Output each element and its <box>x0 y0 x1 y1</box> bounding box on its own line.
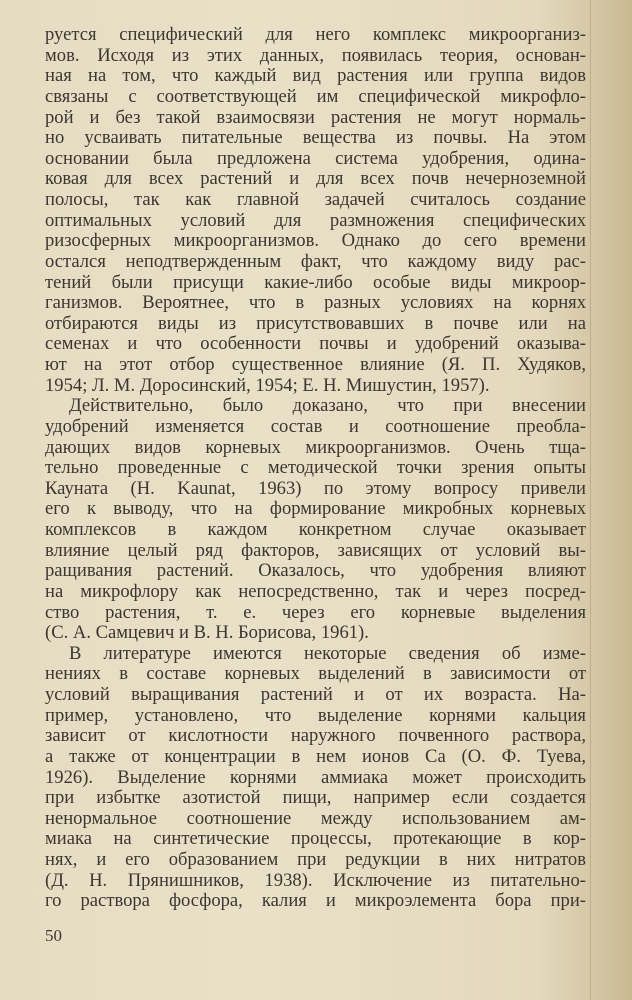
page-body-text <box>45 25 586 912</box>
text-line: мов. Исходя из этих данных, появилась теория, основан- <box>45 44 586 66</box>
text-line: на микрофлору как непосредственно, так и через посред- <box>45 580 586 602</box>
text-line: основании была предложена система удобрения, одина- <box>45 147 586 169</box>
text-line: оптимальных условий для размножения специфических <box>45 209 586 231</box>
text-line: нениях в составе корневых выделений в зависимости от <box>45 663 586 685</box>
text-line: нях, и его образованием при редукции в них нитратов <box>45 849 586 870</box>
text-line: ганизмов. Вероятнее, что в разных условиях на корнях <box>45 292 586 314</box>
text-line: руется специфический для него комплекс микроорганиз- <box>45 24 586 45</box>
page-number: 50 <box>45 926 62 945</box>
text-line: условий выращивания растений и от их возраста. На- <box>45 684 586 705</box>
text-line: рой и без такой взаимосвязи растения не могут нормаль- <box>45 106 586 128</box>
text-line: удобрений изменяется состав и соотношение преобла- <box>45 415 586 437</box>
text-line: миака на синтетические процессы, протекающие в кор- <box>45 828 586 850</box>
text-line: влияние целый ряд факторов, зависящих от условий вы- <box>45 539 586 561</box>
text-line: 1954; Л. М. Доросинский, 1954; Е. Н. Мишустин, 1957). <box>45 374 490 396</box>
text-line: при избытке азотистой пищи, например если создается <box>45 787 586 809</box>
text-line: полосы, так как главной задачей считалось создание <box>45 189 586 210</box>
text-line: (Д. Н. Прянишников, 1938). Исключение из питательно- <box>45 869 586 891</box>
text-line: зависит от кислотности наружного почвенного раствора, <box>45 725 586 747</box>
text-line: Кауната (H. Kaunat, 1963) по этому вопросу привели <box>45 477 586 499</box>
text-line: 1926). Выделение корнями аммиака может происходить <box>45 766 586 788</box>
text-line: но усваивать питательные вещества из почвы. На этом <box>45 127 586 149</box>
text-line: отбираются виды из присутствовавших в почве или на <box>45 312 586 334</box>
text-line: ращивания растений. Оказалось, что удобрения влияют <box>45 560 586 582</box>
text-line: комплексов в каждом конкретном случае оказывает <box>45 519 586 540</box>
text-line: Действительно, было доказано, что при внесении <box>69 395 586 417</box>
text-line: ют на этот отбор существенное влияние (Я. П. Худяков, <box>45 354 586 375</box>
text-line: тельно проведенные с методической точки зрения опыты <box>45 457 586 479</box>
text-line: В литературе имеются некоторые сведения об изме- <box>69 642 586 664</box>
text-line: го раствора фосфора, калия и микроэлемента бора при- <box>45 890 586 912</box>
text-line: (С. А. Самцевич и В. Н. Борисова, 1961). <box>45 622 369 644</box>
text-line: дающих видов корневых микроорганизмов. Очень тща- <box>45 436 586 458</box>
text-line: пример, установлено, что выделение корнями кальция <box>45 704 586 726</box>
text-line: связаны с соответствующей им специфической микрофло- <box>45 85 586 107</box>
text-line: его к выводу, что на формирование микробных корневых <box>45 498 586 520</box>
text-line: ство растения, т. е. через его корневые выделения <box>45 601 586 623</box>
text-line: а также от концентрации в нем ионов Са (О. Ф. Туева, <box>45 745 586 767</box>
text-line: ризосферных микроорганизмов. Однако до сего времени <box>45 230 586 252</box>
text-line: остался неподтвержденным факт, что каждому виду рас- <box>45 250 586 272</box>
text-line: тений были присущи какие-либо особые виды микроор- <box>45 271 586 293</box>
text-line: семенах и что особенности почвы и удобрений оказыва- <box>45 333 586 355</box>
text-line: ковая для всех растений и для всех почв нечерноземной <box>45 168 586 190</box>
page-fold-shadow <box>590 0 591 1000</box>
text-line: ненормальное соотношение между использованием ам- <box>45 807 586 829</box>
text-line: ная на том, что каждый вид растения или группа видов <box>45 65 586 87</box>
